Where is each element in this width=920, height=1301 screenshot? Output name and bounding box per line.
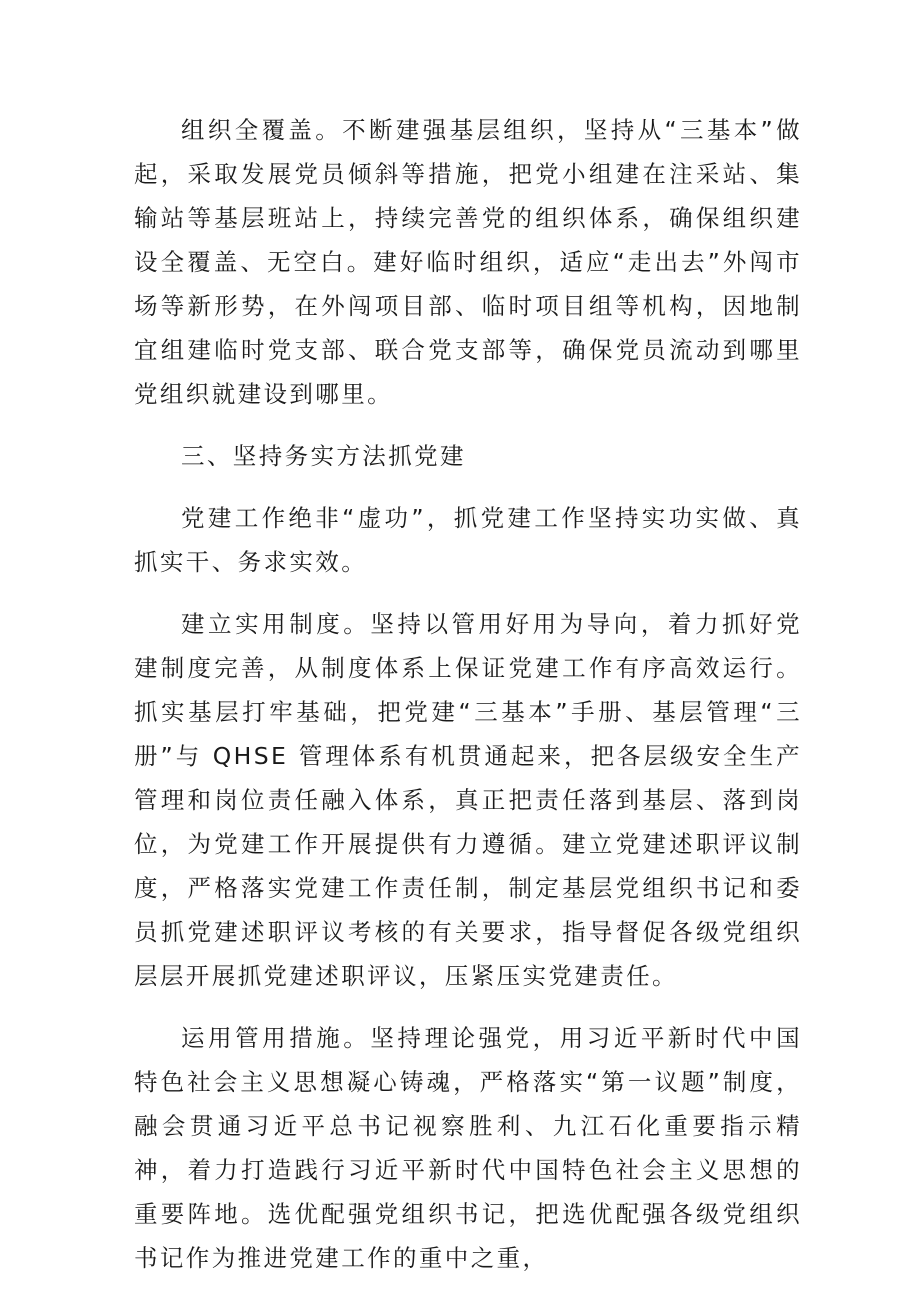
paragraph-party-work-intro: 党建工作绝非“虚功”，抓党建工作坚持实功实做、真抓实干、务求实效。 xyxy=(134,504,802,576)
document-body xyxy=(134,108,802,1298)
section-heading-three: 三、坚持务实方法抓党建 xyxy=(181,442,466,470)
paragraph-practical-system: 建立实用制度。坚持以管用好用为导向，着力抓好党建制度完善，从制度体系上保证党建工作有序高效运行。抓实基层打牢基础，把党建“三基本”手册、基层管理“三册”与 QHSE 管理体系有机贯通起来，把各层级安全生产管理和岗位责任融入体系，真正把责任落到基层、落到岗位，为党建工作开展提供有力遵循。建立党建述职评议制度，严格落实党建工作责任制，制定基层党组织书记和委员抓党建述职评议考核的有关要求，指导督促各级党组织层层开展抓党建述职评议，压紧压实党建责任。 xyxy=(134,610,802,990)
paragraph-organization-coverage: 组织全覆盖。不断建强基层组织，坚持从“三基本”做起，采取发展党员倾斜等措施，把党小组建在注采站、集输站等基层班站上，持续完善党的组织体系，确保组织建设全覆盖、无空白。建好临时组织，适应“走出去”外闯市场等新形势，在外闯项目部、临时项目组等机构，因地制宜组建临时党支部、联合党支部等，确保党员流动到哪里党组织就建设到哪里。 xyxy=(134,116,802,408)
paragraph-effective-measures: 运用管用措施。坚持理论强党，用习近平新时代中国特色社会主义思想凝心铸魂，严格落实“第一议题”制度，融会贯通习近平总书记视察胜利、九江石化重要指示精神，着力打造践行习近平新时代中国特色社会主义思想的重要阵地。选优配强党组织书记，把选优配强各级党组织书记作为推进党建工作的重中之重， xyxy=(134,1024,802,1272)
